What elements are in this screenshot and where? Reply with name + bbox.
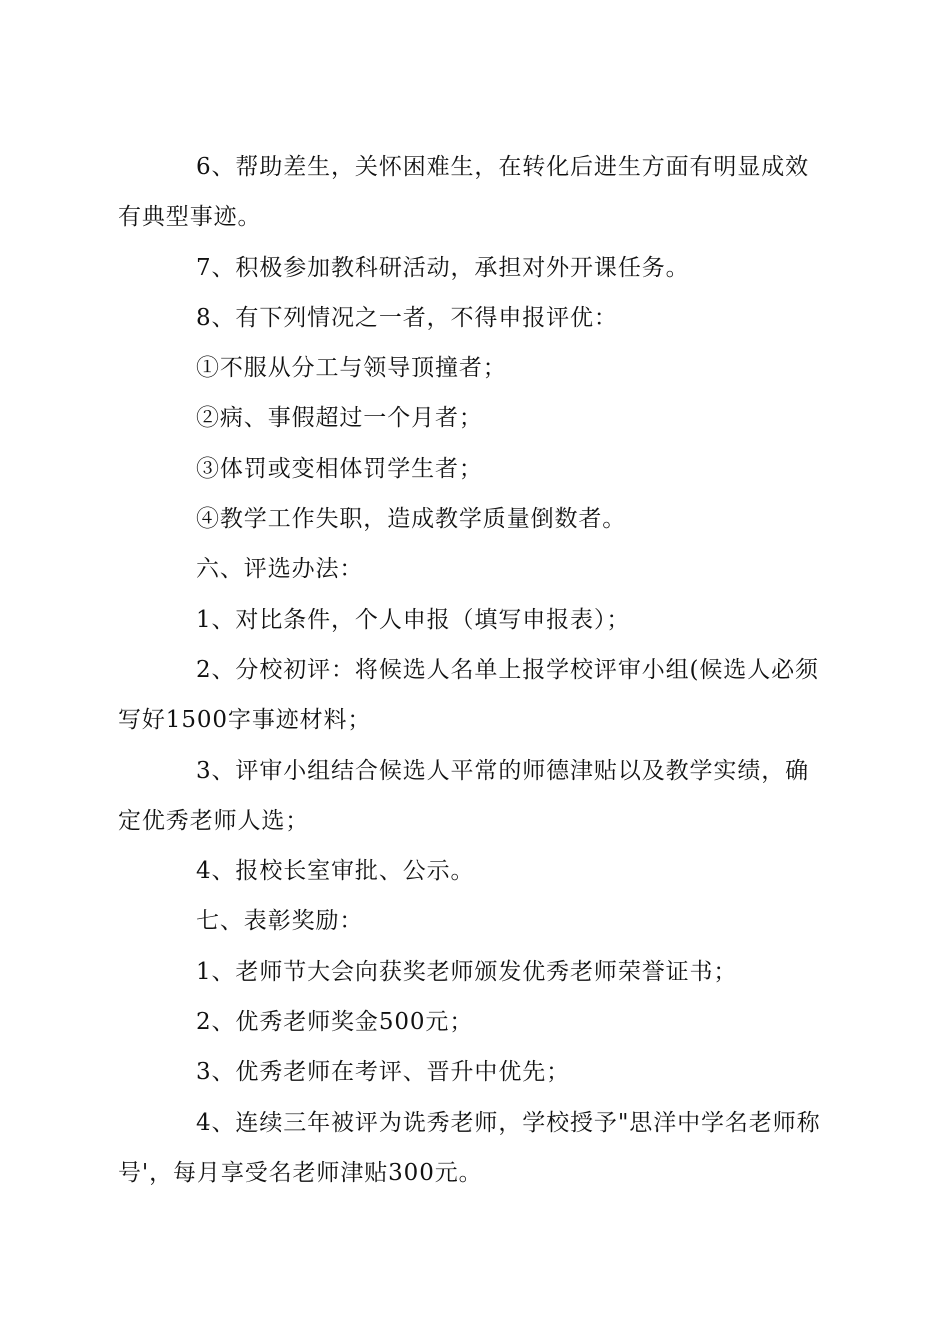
paragraph-criterion-8: 8、有下列情况之一者，不得申报评优： (196, 304, 618, 331)
paragraph-criterion-6: 6、帮助差生，关怀困难生，在转化后进生方面有明显成效有典型事迹。 (118, 154, 810, 231)
paragraph-criterion-7: 7、积极参加教科研活动，承担对外开课任务。 (196, 254, 690, 281)
document-body (118, 142, 830, 1198)
paragraph-exclusion-2: ②病、事假超过一个月者； (196, 405, 483, 432)
paragraph-award-2: 2、优秀老师奖金500元； (196, 1009, 474, 1036)
paragraph-method-1: 1、对比条件，个人申报（填写申报表）； (196, 606, 631, 633)
paragraph-award-1: 1、老师节大会向获奖老师颁发优秀老师荣誉证书； (196, 958, 738, 985)
paragraph-method-4: 4、报校长室审批、公示。 (196, 858, 475, 885)
paragraph-award-3: 3、优秀老师在考评、晋升中优先； (196, 1059, 571, 1086)
paragraph-method-2: 2、分校初评：将候选人名单上报学校评审小组(候选人必须写好1500字事迹材料； (118, 656, 819, 734)
paragraph-exclusion-4: ④教学工作失职，造成教学质量倒数者。 (196, 506, 627, 533)
paragraph-exclusion-3: ③体罚或变相体罚学生者； (196, 455, 483, 482)
paragraph-award-4: 4、连续三年被评为诜秀老师，学校授予"思洋中学名老师称号'，每月享受名老师津贴300元。 (118, 1109, 821, 1186)
section-heading-awards: 七、表彰奖励： (196, 908, 364, 935)
paragraph-exclusion-1: ①不服从分工与领导顶撞者； (196, 355, 507, 382)
section-heading-selection-method: 六、评选办法： (196, 556, 364, 583)
paragraph-method-3: 3、评审小组结合候选人平常的师德津贴以及教学实绩，确定优秀老师人选； (118, 757, 810, 834)
